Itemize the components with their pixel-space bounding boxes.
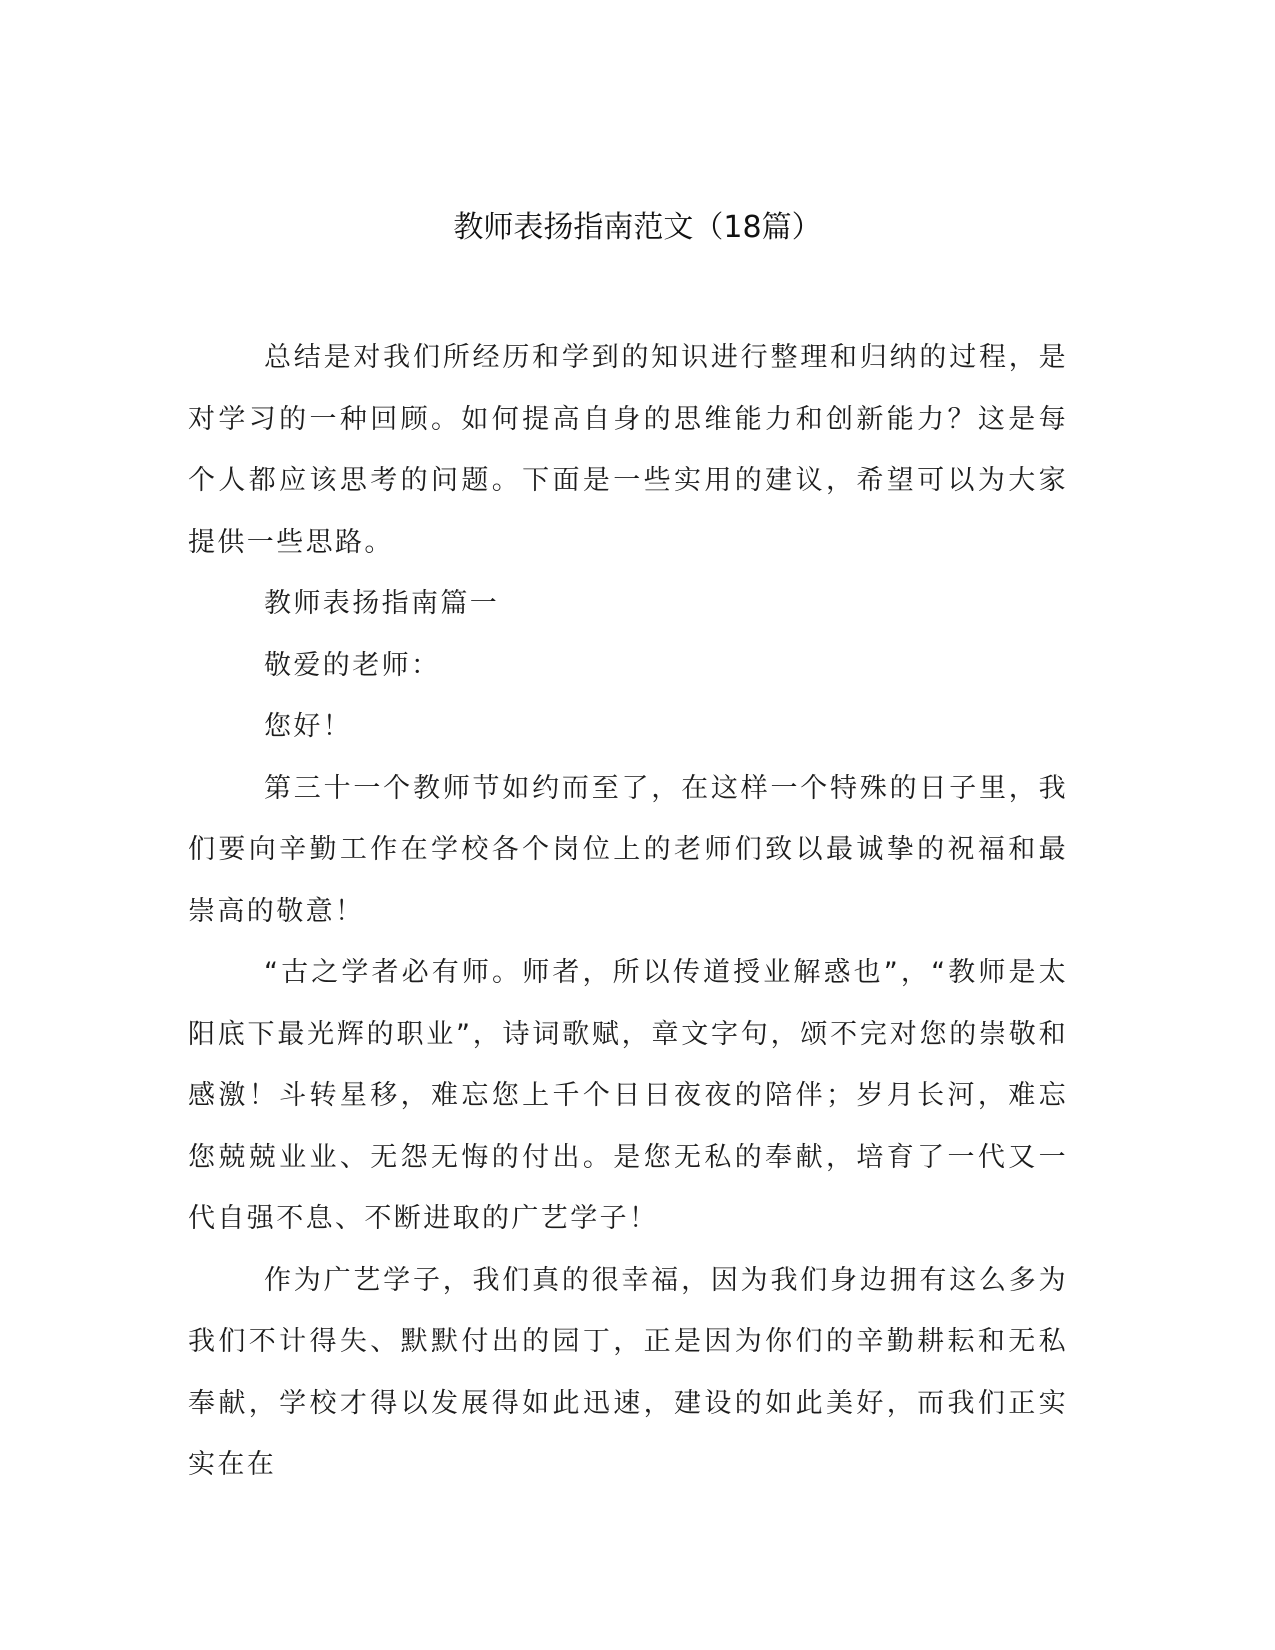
body-paragraph: “古之学者必有师。师者，所以传道授业解惑也”，“教师是太阳底下最光辉的职业”，诗词歌赋，章文字句，颂不完对您的崇敬和感激！斗转星移，难忘您上千个日日夜夜的陪伴；岁月长河，难忘您兢兢业业、无怨无悔的付出。是您无私的奉献，培育了一代又一代自强不息、不断进取的广艺学子！ xyxy=(188,957,1068,1234)
intro-paragraph: 总结是对我们所经历和学到的知识进行整理和归纳的过程，是对学习的一种回顾。如何提高自身的思维能力和创新能力？这是每个人都应该思考的问题。下面是一些实用的建议，希望可以为大家提供一些思路。 xyxy=(188,342,1068,558)
document-body xyxy=(188,327,1068,1496)
greeting: 您好！ xyxy=(264,711,353,742)
body-paragraph: 作为广艺学子，我们真的很幸福，因为我们身边拥有这么多为我们不计得失、默默付出的园丁，正是因为你们的辛勤耕耘和无私奉献，学校才得以发展得如此迅速，建设的如此美好，而我们正实实在在 xyxy=(188,1264,1068,1480)
salutation: 敬爱的老师： xyxy=(264,649,441,681)
body-paragraph: 第三十一个教师节如约而至了，在这样一个特殊的日子里，我们要向辛勤工作在学校各个岗位上的老师们致以最诚挚的祝福和最崇高的敬意！ xyxy=(188,772,1068,927)
document-title: 教师表扬指南范文（18篇） xyxy=(453,210,822,245)
section-heading: 教师表扬指南篇一 xyxy=(264,588,500,619)
